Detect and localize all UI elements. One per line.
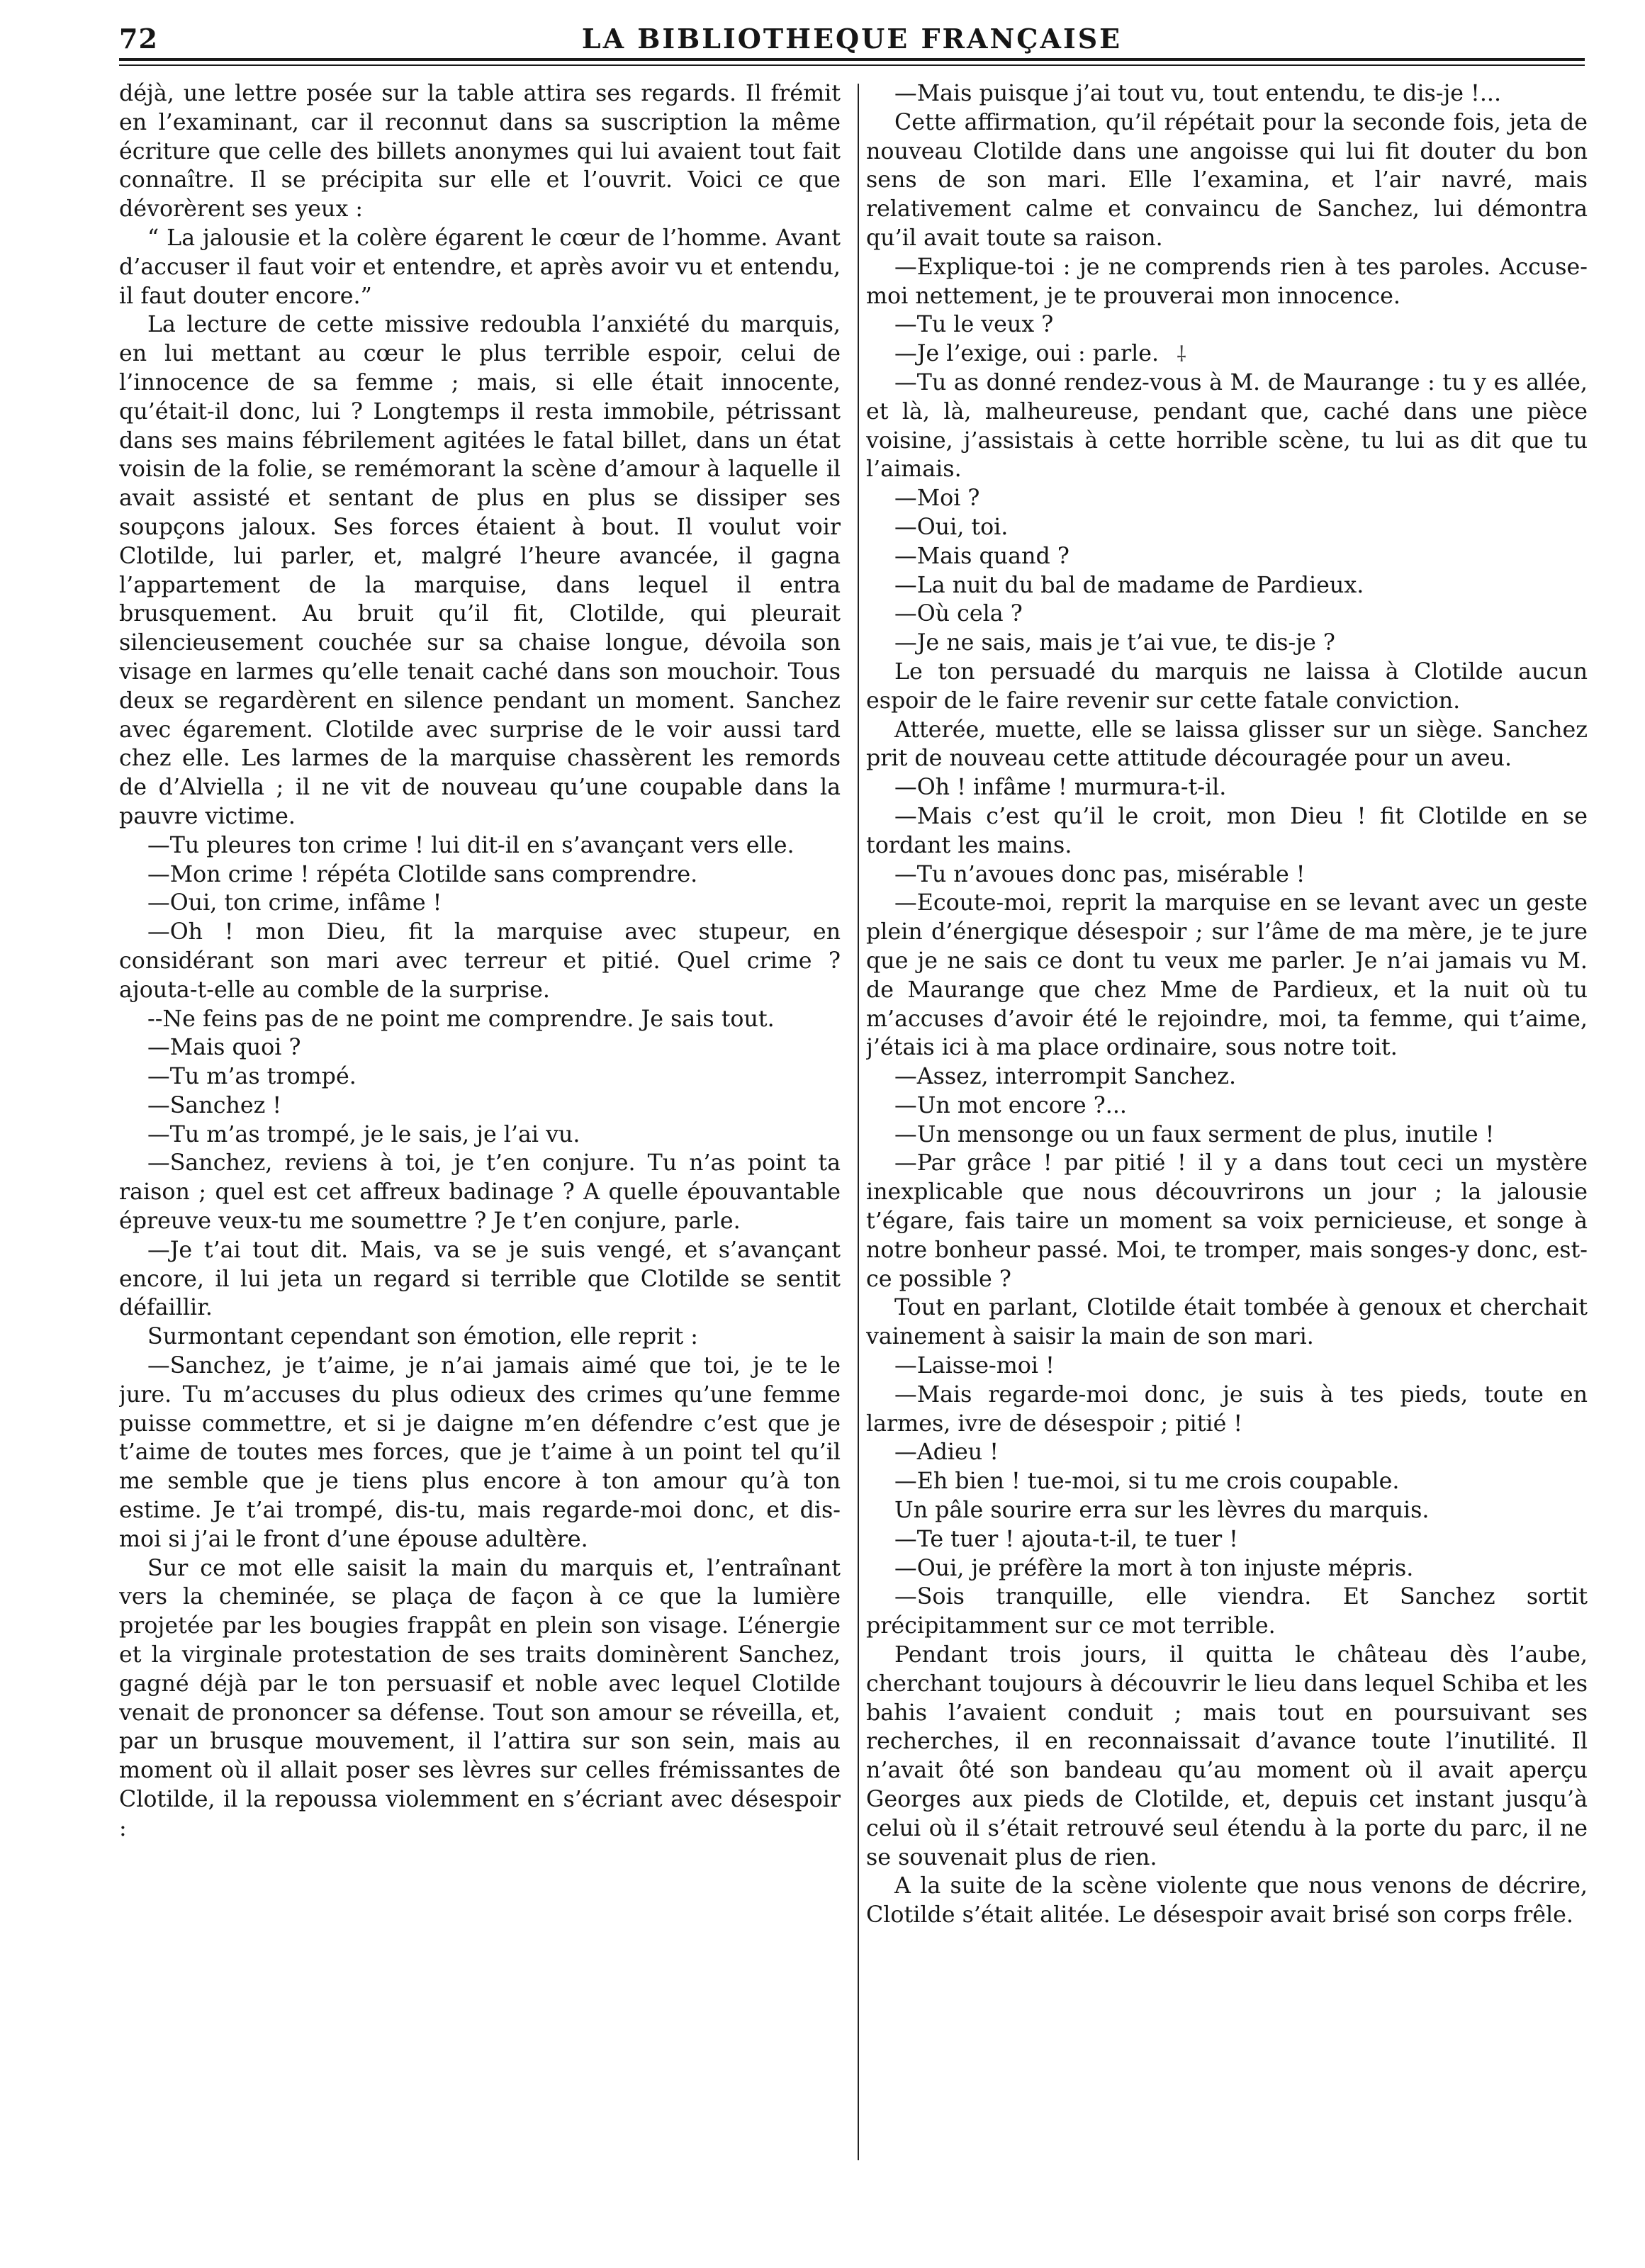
paragraph: —Tu as donné rendez-vous à M. de Maurange : tu y es allée, et là, là, malheureuse, pendant que, caché dans une pièce voisine, j’assistais à cette horrible scène, tu lui as dit que tu l’aimais. [866, 369, 1588, 483]
paragraph: Tout en parlant, Clotilde était tombée à genoux et cherchait vainement à saisir la main de son mari. [866, 1295, 1588, 1350]
paragraph: —Un mot encore ?... [894, 1092, 1127, 1118]
paragraph: Surmontant cependant son émotion, elle reprit : [147, 1324, 698, 1350]
paragraph: —Tu m’as trompé, je le sais, je l’ai vu. [147, 1121, 580, 1147]
paragraph: —Mais c’est qu’il le croit, mon Dieu ! fit Clotilde en se tordant les mains. [866, 803, 1588, 858]
paragraph: Pendant trois jours, il quitta le château dès l’aube, cherchant toujours à découvrir le lieu dans lequel Schiba et les bahis l’avaient conduit ; mais tout en poursuivant ses recherches, il en reconnaissait d’avance toute l’inutilité. Il n’avait ôté son bandeau qu’au moment où il avait aperçu Georges aux pieds de Clotilde, et, depuis cet instant jusqu’à celui où il s’était retrouvé seul étendu à la porte du parc, il ne se souvenait plus de rien. [866, 1642, 1588, 1870]
paragraph: Le ton persuadé du marquis ne laissa à Clotilde aucun espoir de le faire revenir sur cette fatale conviction. [866, 658, 1588, 714]
paragraph: déjà, une lettre posée sur la table attira ses regards. Il frémit en l’examinant, car il reconnut dans sa suscription la même écriture que celle des billets anonymes qui lui avaient tout fait connaître. Il se précipita sur elle et l’ouvrit. Voici ce que dévorèrent ses yeux : [119, 81, 841, 223]
paragraph: —Tu n’avoues donc pas, misérable ! [894, 861, 1306, 887]
paragraph: A la suite de la scène violente que nous venons de décrire, Clotilde s’était alitée. Le désespoir avait brisé son corps frêle. [866, 1873, 1588, 1929]
header-rule-thick [119, 58, 1585, 61]
paragraph: Atterée, muette, elle se laissa glisser sur un siège. Sanchez prit de nouveau cette attitude découragée pour un aveu. [866, 717, 1588, 772]
right-column [866, 79, 1588, 2177]
paragraph: —Moi ? [894, 485, 980, 512]
paragraph: —Par grâce ! par pitié ! il y a dans tout ceci un mystère inexplicable que nous découvrirons un jour ; la jalousie t’égare, fais taire un moment sa voix pernicieuse, et songe à notre bonheur passé. Moi, te tromper, mais songes-y donc, est-ce possible ? [866, 1150, 1588, 1292]
paragraph: —Oui, je préfère la mort à ton injuste mépris. [894, 1555, 1414, 1581]
paragraph: --Ne feins pas de ne point me comprendre. Je sais tout. [147, 1006, 775, 1032]
paragraph: Cette affirmation, qu’il répétait pour la seconde fois, jeta de nouveau Clotilde dans une angoisse qui lui fit douter du bon sens de son mari. Elle l’examina, et l’air navré, mais relativement calme et convaincu de Sanchez, lui démontra qu’il avait toute sa raison. [866, 109, 1588, 251]
paragraph: —Laisse-moi ! [894, 1353, 1055, 1379]
paragraph: Un pâle sourire erra sur les lèvres du marquis. [894, 1498, 1430, 1524]
paragraph: —Mais regarde-moi donc, je suis à tes pieds, toute en larmes, ivre de désespoir ; pitié ! [866, 1381, 1588, 1437]
paragraph: —Un mensonge ou un faux serment de plus, inutile ! [894, 1121, 1495, 1147]
paragraph: —Tu le veux ? [894, 312, 1054, 338]
paragraph: —Mais puisque j’ai tout vu, tout entendu, te dis-je !... [894, 81, 1502, 106]
paragraph: —Je l’exige, oui : parle. [894, 341, 1160, 367]
paragraph: Sur ce mot elle saisit la main du marquis et, l’entraînant vers la cheminée, se plaça de façon à ce que la lumière projetée par les bougies frappât en plein son visage. L’énergie et la virginale protestation de ses traits dominèrent Sanchez, gagné déjà par le ton persuasif et noble avec lequel Clotilde venait de prononcer sa défense. Tout son amour se réveilla, et, par un brusque mouvement, il l’attira sur son sein, mais au moment où il allait poser ses lèvres sur celles frémissantes de Clotilde, il la repoussa violemment en s’écriant avec désespoir : [119, 1555, 841, 1841]
paragraph: —Oh ! mon Dieu, fit la marquise avec stupeur, en considérant son mari avec terreur et pitié. Quel crime ? ajouta-t-elle au comble de la surprise. [119, 919, 841, 1003]
paragraph: —Assez, interrompit Sanchez. [894, 1064, 1237, 1090]
paragraph: —Où cela ? [894, 601, 1023, 627]
paragraph: —Sanchez, je t’aime, je n’ai jamais aimé que toi, je te le jure. Tu m’accuses du plus odieux des crimes qu’une femme puisse commettre, et si je daigne m’en défendre c’est que je t’aime de toutes mes forces, que je t’aime à un point tel qu’il me semble que je tiens plus encore à ton amour qu’à ton estime. Je t’ai trompé, dis-tu, mais regarde-moi donc, et dis-moi si j’ai le front d’une épouse adultère. [119, 1353, 841, 1552]
paragraph: —Oui, toi. [894, 514, 1009, 540]
header-rule-thin [119, 64, 1585, 66]
left-column [119, 79, 841, 2177]
paragraph: —Tu pleures ton crime ! lui dit-il en s’avançant vers elle. [147, 832, 795, 858]
paragraph: —Explique-toi : je ne comprends rien à tes paroles. Accuse-moi nettement, je te prouverai mon innocence. [866, 254, 1588, 309]
paragraph: —Je ne sais, mais je t’ai vue, te dis-je ? [894, 630, 1335, 656]
running-title: LA BIBLIOTHEQUE FRANÇAISE [581, 23, 1123, 55]
paragraph: —Oh ! infâme ! murmura-t-il. [894, 775, 1227, 801]
paragraph: —Sanchez, reviens à toi, je t’en conjure. Tu n’as point ta raison ; quel est cet affreux badinage ? A quelle épouvantable épreuve veux-tu me soumettre ? Je t’en conjure, parle. [119, 1150, 841, 1235]
paragraph: —Sois tranquille, elle viendra. Et Sanchez sortit précipitamment sur ce mot terrible. [866, 1584, 1588, 1639]
paragraph: —Mon crime ! répéta Clotilde sans comprendre. [147, 861, 698, 887]
paragraph: —Mais quoi ? [147, 1035, 301, 1061]
paragraph: “ La jalousie et la colère égarent le cœur de l’homme. Avant d’accuser il faut voir et entendre, et après avoir vu et entendu, il faut douter encore.” [119, 225, 841, 309]
paragraph: —La nuit du bal de madame de Pardieux. [894, 572, 1364, 598]
paragraph: —Te tuer ! ajouta-t-il, te tuer ! [894, 1526, 1238, 1552]
paragraph: La lecture de cette missive redoubla l’anxiété du marquis, en lui mettant au cœur le plus terrible espoir, celui de l’innocence de sa femme ; mais, si elle était innocente, qu’était-il donc, lui ? Longtemps il resta immobile, pétrissant dans ses mains fébrilement agitées le fatal billet, dans un état voisin de la folie, se remémorant la scène d’amour à laquelle il avait assisté et sentant de plus en plus se dissiper ses soupçons jaloux. Ses forces étaient à bout. Il voulut voir Clotilde, lui parler, et, malgré l’heure avancée, il gagna l’appartement de la marquise, dans lequel il entra brusquement. Au bruit qu’il fit, Clotilde, qui pleurait silencieusement couchée sur sa chaise longue, dévoila son visage en larmes qu’elle tenait caché dans son mouchoir. Tous deux se regardèrent en silence pendant un moment. Sanchez avec égarement. Clotilde avec surprise de le voir aussi tard chez elle. Les larmes de la marquise chassèrent les remords de d’Alviella ; il ne vit de nouveau qu’une coupable dans la pauvre victime. [119, 312, 841, 829]
paragraph: —Sanchez ! [147, 1092, 282, 1118]
column-divider [858, 84, 859, 2160]
paragraph: —Adieu ! [894, 1439, 999, 1466]
paragraph: —Tu m’as trompé. [147, 1064, 356, 1090]
paragraph: —Mais quand ? [894, 543, 1069, 569]
paragraph: —Je t’ai tout dit. Mais, va se je suis vengé, et s’avançant encore, il lui jeta un regard si terrible que Clotilde se sentit défaillir. [119, 1237, 841, 1321]
paragraph: —Ecoute-moi, reprit la marquise en se levant avec un geste plein d’énergique désespoir ; sur l’âme de ma mère, je te jure que je ne sais ce dont tu veux me parler. Je n’ai jamais vu M. de Maurange que chez Mme de Pardieux, et la nuit où tu m’accuses d’avoir été le rejoindre, moi, ta femme, qui t’aime, j’étais ici à ma place ordinaire, sous notre toit. [866, 890, 1588, 1061]
page-number: 72 [119, 23, 158, 55]
paragraph: —Eh bien ! tue-moi, si tu me crois coupable. [894, 1469, 1400, 1495]
page-header [119, 18, 1585, 54]
ink-blot-mark: ⸸ [1177, 342, 1187, 367]
paragraph: —Oui, ton crime, infâme ! [147, 890, 442, 916]
